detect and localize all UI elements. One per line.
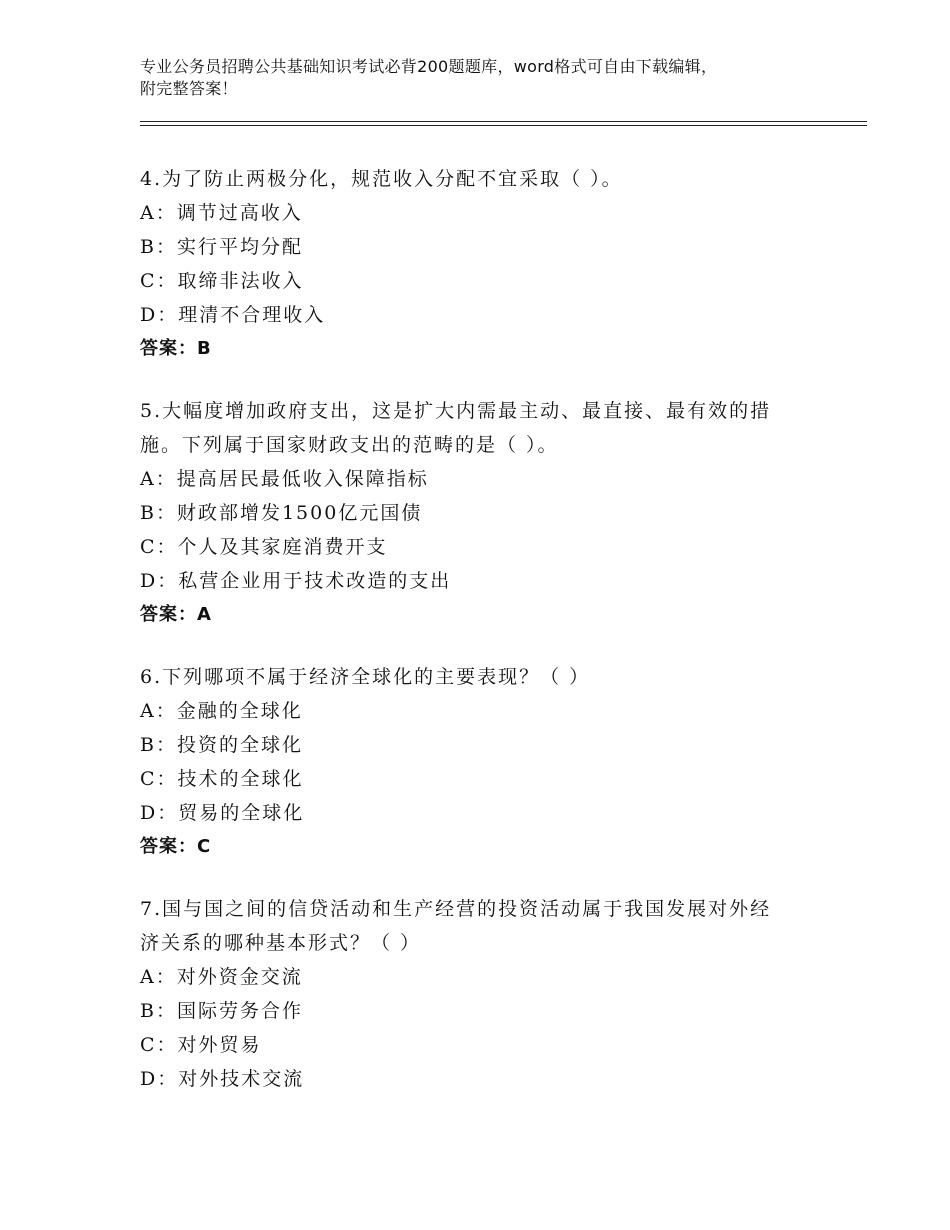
option-b: B：财政部增发1500亿元国债 — [140, 502, 423, 524]
question-text-line-2: 济关系的哪种基本形式？（ ） — [140, 932, 422, 954]
answer: 答案：B — [140, 338, 212, 359]
option-c: C：对外贸易 — [140, 1034, 262, 1056]
option-c: C：取缔非法收入 — [140, 270, 304, 292]
header-line-1: 专业公务员招聘公共基础知识考试必背200题题库，word格式可自由下载编辑， — [140, 57, 718, 76]
option-d: D：贸易的全球化 — [140, 802, 305, 824]
document-header — [140, 56, 840, 100]
question-text-line-1: 5.大幅度增加政府支出，这是扩大内需最主动、最直接、最有效的措 — [140, 400, 772, 422]
answer: 答案：C — [140, 836, 212, 857]
header-rule-top — [140, 121, 867, 122]
question-5 — [140, 394, 820, 632]
option-a: A：提高居民最低收入保障指标 — [140, 468, 429, 490]
option-a: A：调节过高收入 — [140, 202, 303, 224]
option-b: B：投资的全球化 — [140, 734, 303, 756]
question-text-line-2: 施。下列属于国家财政支出的范畴的是（ ）。 — [140, 434, 559, 456]
header-line-2: 附完整答案！ — [140, 79, 238, 98]
question-4 — [140, 162, 820, 366]
option-b: B：国际劳务合作 — [140, 1000, 303, 1022]
question-text-line-1: 7.国与国之间的信贷活动和生产经营的投资活动属于我国发展对外经 — [140, 898, 772, 920]
option-a: A：对外资金交流 — [140, 966, 303, 988]
question-6 — [140, 660, 820, 864]
option-b: B：实行平均分配 — [140, 236, 303, 258]
option-c: C：个人及其家庭消费开支 — [140, 536, 388, 558]
question-text: 6.下列哪项不属于经济全球化的主要表现？（ ） — [140, 666, 591, 688]
question-7 — [140, 892, 820, 1096]
header-rule-bottom — [140, 125, 867, 126]
option-d: D：私营企业用于技术改造的支出 — [140, 570, 452, 592]
question-list — [140, 162, 820, 1124]
option-d: D：对外技术交流 — [140, 1068, 305, 1090]
question-text: 4.为了防止两极分化，规范收入分配不宜采取（ ）。 — [140, 168, 623, 190]
answer: 答案：A — [140, 604, 212, 625]
option-c: C：技术的全球化 — [140, 768, 304, 790]
option-a: A：金融的全球化 — [140, 700, 303, 722]
option-d: D：理清不合理收入 — [140, 304, 326, 326]
